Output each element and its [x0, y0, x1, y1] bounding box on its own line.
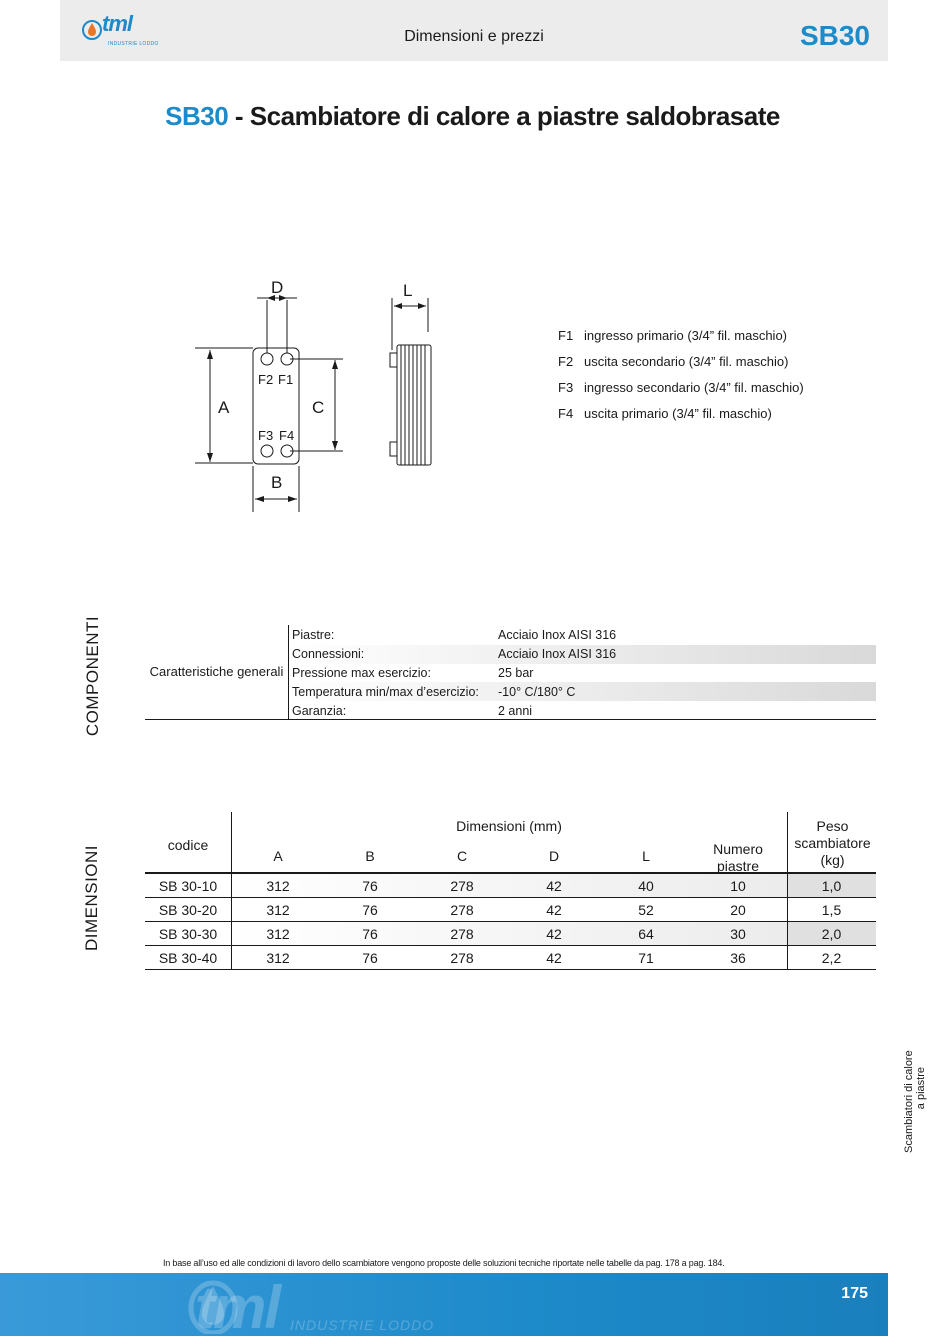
side-connector-bottom — [390, 442, 397, 456]
table-row — [145, 874, 876, 898]
header-l: L — [642, 848, 650, 864]
legend-text: uscita primario (3/4” fil. maschio) — [584, 406, 772, 421]
footnote: In base all’uso ed alle condizioni di lavoro dello scambiatore vengono proposte delle soluzioni tecniche riportate nelle tabelle da pag. 178 a pag. 184. — [163, 1258, 725, 1268]
components-key: Temperatura min/max d’esercizio: — [292, 684, 479, 699]
dimensions-table — [145, 812, 876, 970]
label-f4: F4 — [279, 428, 295, 443]
cell-b: 76 — [362, 902, 378, 918]
components-divider — [288, 625, 289, 719]
cell-d: 42 — [546, 926, 562, 942]
header-codice: codice — [167, 837, 209, 853]
components-row — [290, 664, 876, 683]
cell-numero: 20 — [730, 902, 746, 918]
label-l: L — [403, 281, 413, 300]
cell-numero: 36 — [730, 950, 746, 966]
cell-peso: 1,5 — [821, 902, 842, 918]
dimensions-side-label: DIMENSIONI — [82, 844, 101, 952]
cell-c: 278 — [450, 902, 474, 918]
cell-a: 312 — [266, 926, 290, 942]
cell-c: 278 — [450, 926, 474, 942]
cell-c: 278 — [450, 950, 474, 966]
header-dimensions-group: Dimensioni (mm) — [456, 818, 562, 834]
components-key: Pressione max esercizio: — [292, 665, 431, 680]
cell-codice: SB 30-30 — [158, 926, 218, 942]
port-f3 — [261, 445, 273, 457]
legend-text: ingresso secondario (3/4” fil. maschio) — [584, 380, 804, 395]
cell-codice: SB 30-20 — [158, 902, 218, 918]
footer-watermark: tml — [195, 1274, 279, 1336]
components-row — [290, 626, 876, 645]
legend-key: F3 — [558, 380, 574, 395]
label-f3: F3 — [258, 428, 274, 443]
legend-text: ingresso primario (3/4” fil. maschio) — [584, 328, 788, 343]
cell-a: 312 — [266, 902, 290, 918]
heat-exchanger-diagram — [185, 270, 445, 520]
legend-item — [558, 354, 804, 380]
front-plate — [253, 348, 299, 464]
legend-item — [558, 406, 804, 432]
port-f2 — [261, 353, 273, 365]
cell-l: 71 — [638, 950, 654, 966]
label-b: B — [271, 473, 283, 492]
chapter-line-1: Scambiatori di calore — [903, 1050, 915, 1153]
table-row — [145, 922, 876, 946]
header-d: D — [548, 848, 560, 864]
components-row — [290, 682, 876, 701]
legend-text: uscita secondario (3/4” fil. maschio) — [584, 354, 789, 369]
header-peso: Peso scambiatore (kg) — [794, 818, 871, 868]
legend-key: F2 — [558, 354, 574, 369]
legend-key: F4 — [558, 406, 574, 421]
cell-d: 42 — [546, 878, 562, 894]
footer-watermark-sub: INDUSTRIE LODDO — [290, 1317, 435, 1333]
page-footer — [0, 1273, 888, 1336]
cell-codice: SB 30-40 — [158, 950, 218, 966]
section-title: Dimensioni e prezzi — [404, 28, 544, 45]
components-key: Connessioni: — [292, 647, 365, 662]
components-value: 2 anni — [498, 703, 533, 718]
cell-c: 278 — [450, 878, 474, 894]
title-code: SB30 — [165, 101, 229, 131]
chapter-line-2: a piastre — [915, 1067, 927, 1110]
table-row — [145, 898, 876, 922]
header-a: A — [273, 848, 283, 864]
components-group-label: Caratteristiche generali — [149, 664, 284, 679]
connections-legend — [558, 328, 804, 432]
cell-peso: 2,0 — [821, 926, 842, 942]
cell-numero: 10 — [730, 878, 746, 894]
label-f2: F2 — [258, 372, 274, 387]
legend-item — [558, 380, 804, 406]
logo-text: tml — [102, 11, 132, 36]
components-value: -10° C/180° C — [498, 684, 576, 699]
header-numero-piastre: Numero piastre — [713, 841, 763, 874]
cell-d: 42 — [546, 950, 562, 966]
components-row — [290, 645, 876, 664]
components-side-label: COMPONENTI — [83, 615, 102, 737]
cell-a: 312 — [266, 950, 290, 966]
side-plate-pack — [397, 345, 431, 465]
table-row — [145, 946, 876, 970]
components-value: Acciaio Inox AISI 316 — [498, 647, 617, 662]
cell-d: 42 — [546, 902, 562, 918]
label-d: D — [271, 278, 284, 297]
cell-codice: SB 30-10 — [158, 878, 218, 894]
page-header — [60, 0, 888, 61]
legend-item — [558, 328, 804, 354]
components-value: Acciaio Inox AISI 316 — [498, 628, 617, 643]
side-connector-top — [390, 353, 397, 367]
title-text: - Scambiatore di calore a piastre saldobrasate — [228, 101, 780, 131]
legend-key: F1 — [558, 328, 574, 343]
logo-subtext: INDUSTRIE LODDO — [108, 41, 159, 47]
components-key: Piastre: — [292, 628, 335, 643]
cell-b: 76 — [362, 950, 378, 966]
label-c: C — [312, 398, 325, 417]
cell-b: 76 — [362, 926, 378, 942]
header-c: C — [456, 848, 468, 864]
cell-peso: 1,0 — [821, 878, 842, 894]
cell-a: 312 — [266, 878, 290, 894]
dimensions-header — [145, 812, 876, 874]
cell-l: 64 — [638, 926, 654, 942]
components-row — [290, 701, 876, 720]
header-b: B — [365, 848, 375, 864]
cell-peso: 2,2 — [821, 950, 842, 966]
page-number: 175 — [841, 1285, 868, 1302]
cell-l: 52 — [638, 902, 654, 918]
cell-numero: 30 — [730, 926, 746, 942]
components-key: Garanzia: — [292, 703, 347, 718]
label-f1: F1 — [278, 372, 294, 387]
cell-l: 40 — [638, 878, 654, 894]
cell-b: 76 — [362, 878, 378, 894]
page-title — [0, 101, 945, 132]
chapter-side-label — [903, 1050, 927, 1153]
product-code: SB30 — [799, 20, 870, 51]
label-a: A — [218, 398, 230, 417]
components-table — [145, 625, 876, 720]
components-value: 25 bar — [498, 665, 534, 680]
